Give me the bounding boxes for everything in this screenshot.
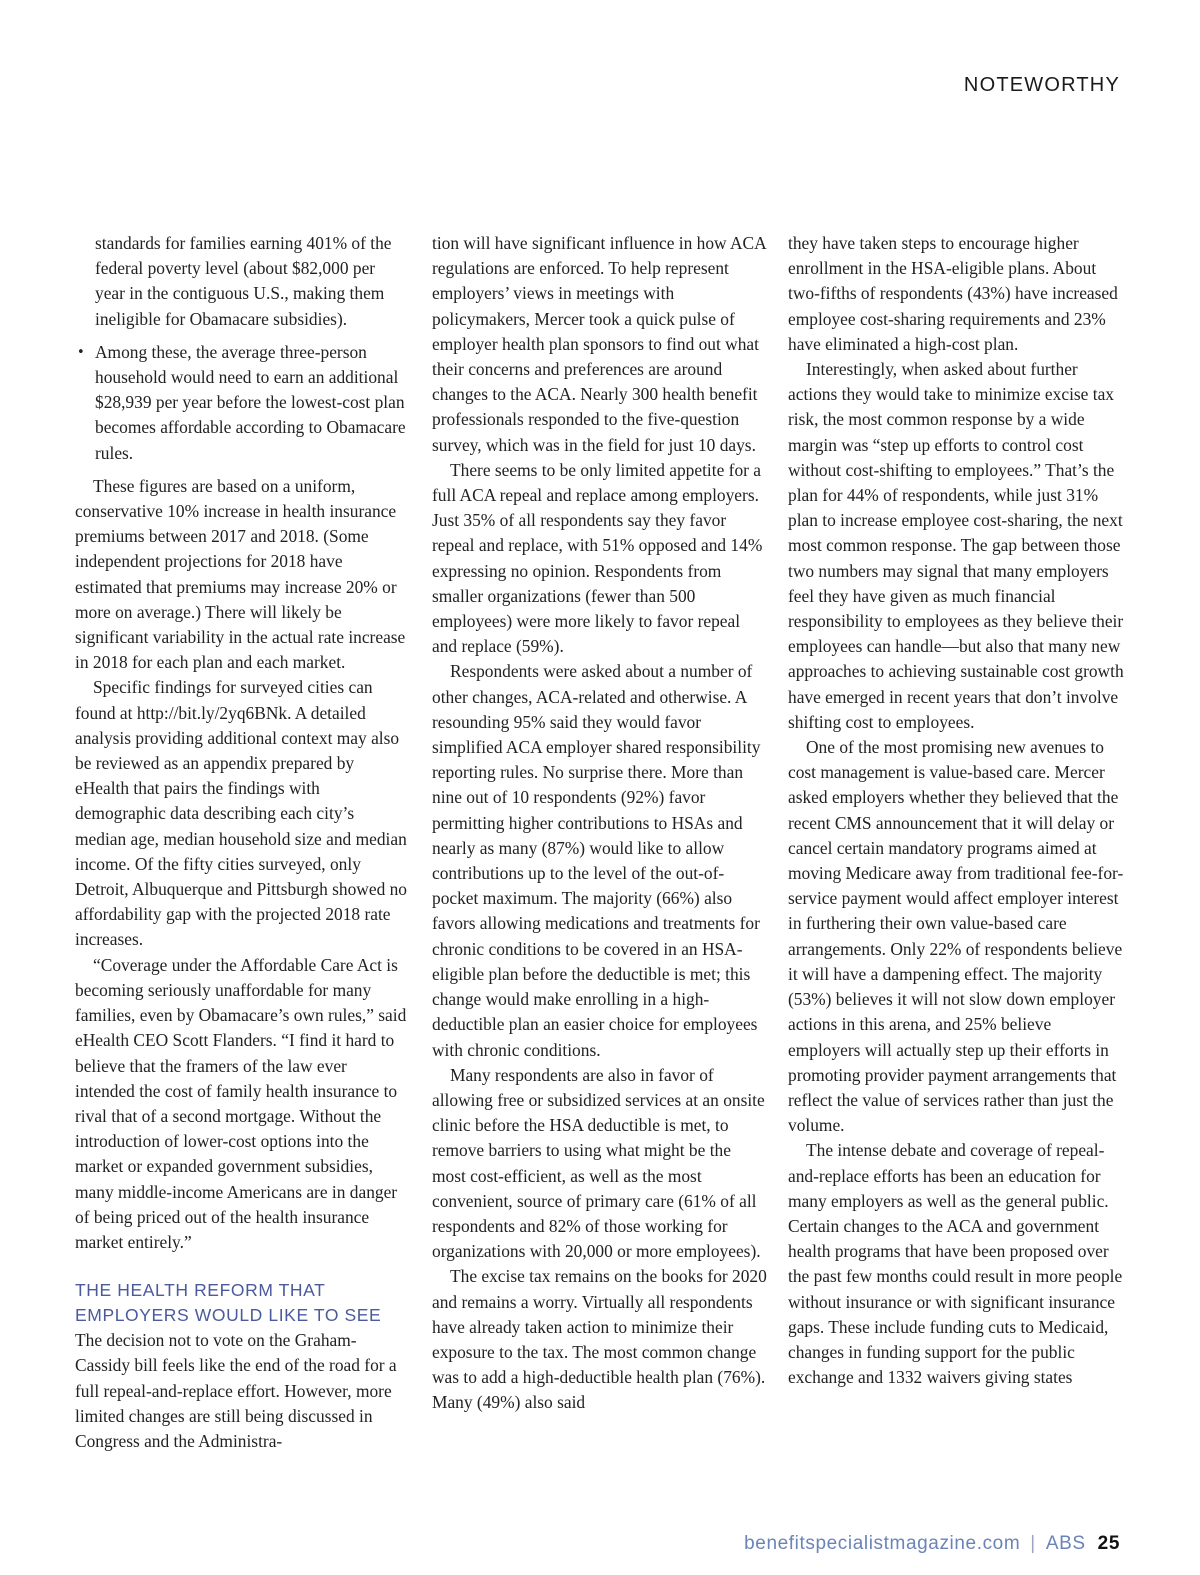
footer-publication: ABS: [1045, 1533, 1086, 1554]
paragraph: Specific findings for surveyed cities can found at http://bit.ly/2yq6BNk. A detailed analysis providing additional context may also be reviewed as an appendix prepared by eHealth that pairs the findings with demographic data describing each city’s median age, median household size and median income. Of the fifty cities surveyed, only Detroit, Albuquerque and Pittsburgh showed no affordability gap with the projected 2018 rate increases.: [75, 677, 408, 950]
paragraph: Interestingly, when asked about further actions they would take to minimize excise tax risk, the most common response by a wide margin was “step up efforts to control cost without cost-shifting to employees.” That’s the plan for 44% of respondents, while just 31% plan to increase employee cost-sharing, the next most common response. The gap between those two numbers may signal that many employers feel they have given as much financial responsibility to employees as they believe their employees can handle—but also that many new approaches to achieving sustainable cost growth have emerged in recent years that don’t involve shifting cost to employees.: [788, 359, 1124, 732]
article-column-1: [75, 231, 408, 1454]
bullet-list: [75, 340, 408, 466]
article-column-2: [432, 231, 768, 1416]
paragraph: There seems to be only limited appetite for a full ACA repeal and replace among employers. Just 35% of all respondents say they favor repeal and replace, with 51% opposed and 14% expressing no opinion. Respondents from smaller organizations (fewer than 500 employees) were more likely to favor repeal and replace (59%).: [432, 459, 763, 657]
section-label: NOTEWORTHY: [963, 74, 1120, 96]
bullet-dot-icon: •: [77, 344, 85, 360]
paragraph: The intense debate and coverage of repeal-and-replace efforts has been an education for many employers as well as the general public. Certain changes to the ACA and government health programs that have been proposed over the past few months could result in more people without insurance or with significant insurance gaps. These include funding cuts to Medicaid, changes in funding support for the public exchange and 1332 waivers giving states: [788, 1140, 1123, 1388]
paragraph: they have taken steps to encourage higher enrollment in the HSA-eligible plans. About two-fifths of respondents (43%) have increased employee cost-sharing requirements and 23% have eliminated a high-cost plan.: [788, 233, 1118, 354]
paragraph: The decision not to vote on the Graham-Cassidy bill feels like the end of the road for a full repeal-and-replace effort. However, more limited changes are still being discussed in Congress and the Administra-: [75, 1330, 397, 1451]
subheading-line: THE HEALTH REFORM THAT: [75, 1280, 326, 1301]
bullet-text: Among these, the average three-person household would need to earn an additional $28,939 per year before the lowest-cost plan becomes affordable according to Obamacare rules.: [95, 341, 406, 463]
footer-website: benefitspecialistmagazine.com: [744, 1533, 1021, 1554]
footer-separator: |: [1030, 1533, 1036, 1554]
paragraph: Respondents were asked about a number of other changes, ACA-related and otherwise. A resounding 95% said they would favor simplified ACA employer shared responsibility reporting rules. No surprise there. More than nine out of 10 respondents (92%) favor permitting higher contributions to HSAs and nearly as many (87%) would like to allow contributions up to the level of the out-of-pocket maximum. The majority (66%) also favors allowing medications and treatments for chronic conditions to be covered in an HSA-eligible plan before the deductible is met; this change would make enrolling in a high-deductible plan an easier choice for employees with chronic conditions.: [432, 661, 761, 1060]
subheading: [75, 1278, 408, 1328]
subheading-line: EMPLOYERS WOULD LIKE TO SEE: [75, 1305, 382, 1326]
paragraph: The excise tax remains on the books for 2020 and remains a worry. Virtually all respondents have already taken action to minimize their exposure to the tax. The most common change was to add a high-deductible health plan (76%). Many (49%) also said: [432, 1266, 767, 1413]
paragraph: These figures are based on a uniform, conservative 10% increase in health insurance premiums between 2017 and 2018. (Some independent projections for 2018 have estimated that premiums may increase 20% or more on average.) There will likely be significant variability in the actual rate increase in 2018 for each plan and each market.: [75, 475, 406, 673]
bullet-item: [75, 340, 408, 466]
page-number: 25: [1097, 1533, 1120, 1554]
paragraph: “Coverage under the Affordable Care Act is becoming seriously unaffordable for many families, even by Obamacare’s own rules,” said eHealth CEO Scott Flanders. “I find it hard to believe that the framers of the law ever intended the cost of family health insurance to rival that of a second mortgage. Without the introduction of lower-cost options into the market or expanded government subsidies, many middle-income Americans are in danger of being priced out of the health insurance market entirely.”: [75, 954, 407, 1252]
paragraph: Many respondents are also in favor of allowing free or subsidized services at an onsite clinic before the HSA deductible is met, to remove barriers to using what might be the most cost-efficient, as well as the most convenient, source of primary care (61% of all respondents and 82% of those working for organizations with 20,000 or more employees).: [432, 1064, 765, 1262]
page-footer: [744, 1533, 1120, 1555]
paragraph: tion will have significant influence in how ACA regulations are enforced. To help represent employers’ views in meetings with policymakers, Mercer took a quick pulse of employer health plan sponsors to find out what their concerns and preferences are around changes to the ACA. Nearly 300 health benefit professionals responded to the five-question survey, which was in the field for just 10 days.: [432, 233, 766, 455]
article-column-3: [788, 231, 1124, 1390]
paragraph: One of the most promising new avenues to cost management is value-based care. Mercer asked employers whether they believed that the recent CMS announcement that it will delay or cancel certain mandatory programs aimed at moving Medicare away from traditional fee-for-service payment would affect employer interest in furthering their own value-based care arrangements. Only 22% of respondents believe it will have a dampening effect. The majority (53%) believes it will not slow down employer actions in this arena, and 25% believe employers will actually step up their efforts in promoting provider payment arrangements that reflect the value of services rather than just the volume.: [788, 737, 1124, 1136]
bullet-continuation: standards for families earning 401% of the federal poverty level (about $82,000 per year in the contiguous U.S., making them ineligible for Obamacare subsidies).: [95, 233, 392, 329]
